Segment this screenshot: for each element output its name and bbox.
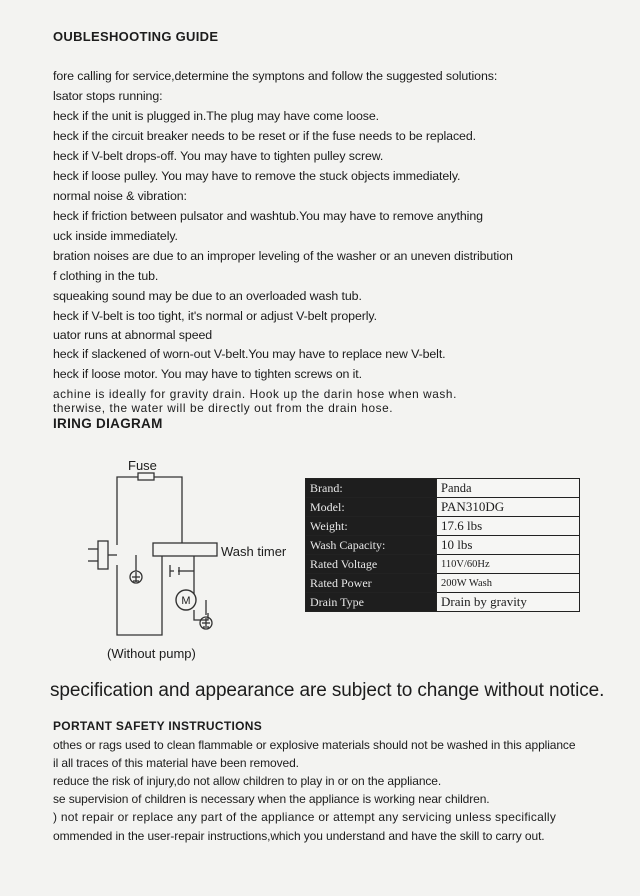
table-row — [306, 536, 580, 555]
troubleshooting-line: lsator stops running: — [53, 89, 163, 103]
spec-key: Wash Capacity: — [306, 536, 437, 555]
troubleshooting-line: heck if slackened of worn-out V-belt.You may have to replace new V-belt. — [53, 347, 446, 361]
table-row — [306, 593, 580, 612]
table-row — [306, 479, 580, 498]
safety-line: se supervision of children is necessary when the appliance is working near children. — [53, 792, 490, 806]
safety-line: reduce the risk of injury,do not allow children to play in or on the appliance. — [53, 774, 442, 788]
table-row — [306, 517, 580, 536]
troubleshooting-title: OUBLESHOOTING GUIDE — [53, 29, 219, 44]
troubleshooting-line: bration noises are due to an improper leveling of the washer or an uneven distribution — [53, 249, 513, 263]
troubleshooting-line: squeaking sound may be due to an overloaded wash tub. — [53, 289, 362, 303]
fuse-label: Fuse — [128, 458, 157, 473]
spec-value: PAN310DG — [437, 498, 580, 517]
troubleshooting-line: heck if V-belt is too tight, it's normal or adjust V-belt properly. — [53, 309, 377, 323]
spec-key: Weight: — [306, 517, 437, 536]
troubleshooting-line: therwise, the water will be directly out from the drain hose. — [53, 401, 394, 415]
wiring-diagram — [70, 455, 310, 665]
troubleshooting-line: normal noise & vibration: — [53, 189, 187, 203]
spec-value: Drain by gravity — [437, 593, 580, 612]
troubleshooting-line: heck if the unit is plugged in.The plug may have come loose. — [53, 109, 379, 123]
spec-key: Model: — [306, 498, 437, 517]
spec-value: 200W Wash — [437, 574, 580, 593]
safety-line: ommended in the user-repair instructions,which you understand and have the skill to carry out. — [53, 829, 545, 843]
table-row — [306, 498, 580, 517]
spec-key: Brand: — [306, 479, 437, 498]
troubleshooting-line: fore calling for service,determine the symptons and follow the suggested solutions: — [53, 69, 498, 83]
troubleshooting-line: heck if V-belt drops-off. You may have to tighten pulley screw. — [53, 149, 384, 163]
troubleshooting-line: heck if loose pulley. You may have to remove the stuck objects immediately. — [53, 169, 461, 183]
wash-timer-label: Wash timer — [221, 544, 287, 559]
troubleshooting-line: uator runs at abnormal speed — [53, 328, 213, 342]
troubleshooting-line: uck inside immediately. — [53, 229, 178, 243]
safety-line: othes or rags used to clean flammable or explosive materials should not be washed in this appliance — [53, 738, 576, 752]
troubleshooting-line: achine is ideally for gravity drain. Hook up the darin hose when wash. — [53, 387, 457, 401]
table-row — [306, 555, 580, 574]
motor-label: M — [181, 595, 191, 607]
spec-key: Rated Voltage — [306, 555, 437, 574]
spec-table — [305, 478, 580, 612]
spec-value: 110V/60Hz — [437, 555, 580, 574]
wiring-schematic — [70, 455, 310, 665]
troubleshooting-line: heck if the circuit breaker needs to be reset or if the fuse needs to be replaced. — [53, 129, 476, 143]
spec-value: 10 lbs — [437, 536, 580, 555]
troubleshooting-line: heck if friction between pulsator and washtub.You may have to remove anything — [53, 209, 483, 223]
troubleshooting-line: f clothing in the tub. — [53, 269, 159, 283]
wiring-title: IRING DIAGRAM — [53, 416, 163, 431]
diagram-caption: (Without pump) — [107, 646, 196, 661]
safety-line: ) not repair or replace any part of the appliance or attempt any servicing unless specifically — [53, 810, 557, 824]
spec-key: Drain Type — [306, 593, 437, 612]
spec-key: Rated Power — [306, 574, 437, 593]
safety-line: il all traces of this material have been removed. — [53, 756, 299, 770]
change-notice: specification and appearance are subject to change without notice. — [50, 680, 605, 701]
safety-title: PORTANT SAFETY INSTRUCTIONS — [53, 719, 262, 733]
troubleshooting-line: heck if loose motor. You may have to tighten screws on it. — [53, 367, 362, 381]
spec-value: 17.6 lbs — [437, 517, 580, 536]
table-row — [306, 574, 580, 593]
spec-value: Panda — [437, 479, 580, 498]
